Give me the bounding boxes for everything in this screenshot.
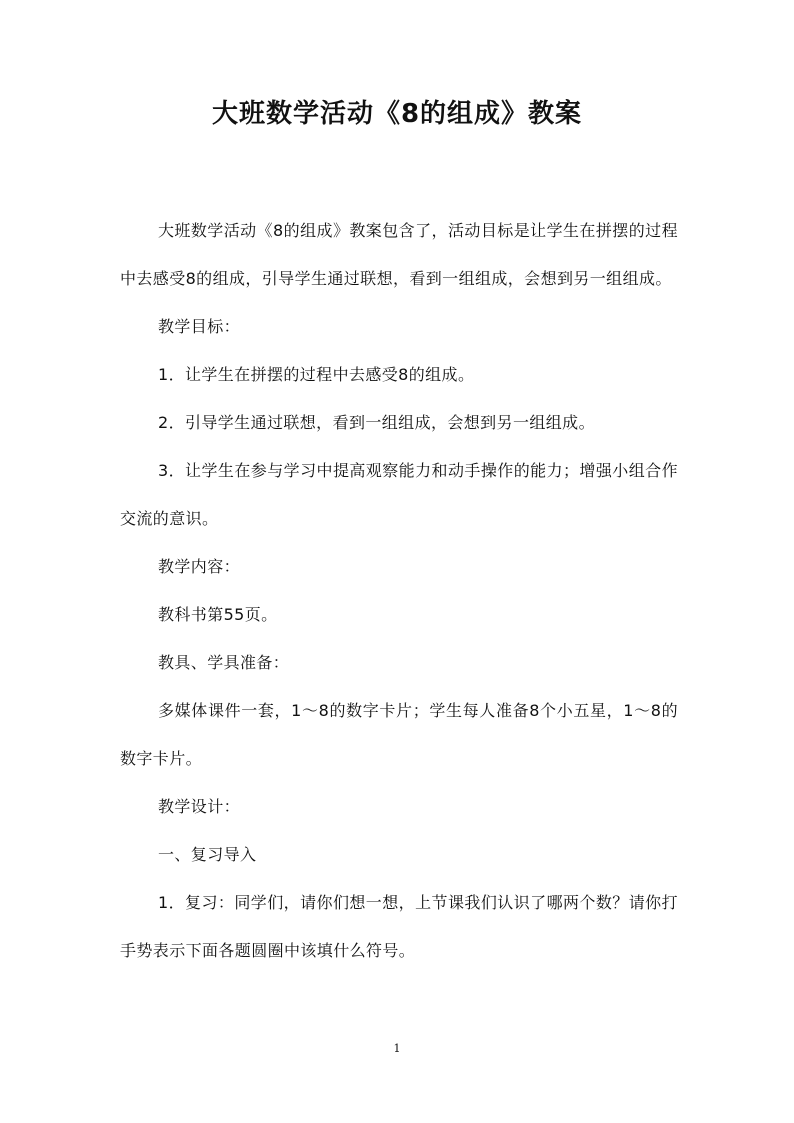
heading-teaching-content: 教学内容： bbox=[158, 557, 241, 576]
goal-item-2: 2．引导学生通过联想，看到一组组成，会想到另一组组成。 bbox=[158, 413, 595, 432]
goal-item-3: 3．让学生在参与学习中提高观察能力和动手操作的能力；增强小组合作交流的意识。 bbox=[120, 461, 678, 528]
heading-materials: 教具、学具准备： bbox=[158, 653, 290, 672]
heading-teaching-design: 教学设计： bbox=[158, 797, 241, 816]
paragraph-intro: 大班数学活动《8的组成》教案包含了，活动目标是让学生在拼摆的过程中去感受8的组成，引导学生通过联想，看到一组组成，会想到另一组组成。 bbox=[120, 221, 678, 288]
heading-teaching-goals: 教学目标： bbox=[158, 317, 241, 336]
page-number: 1 bbox=[393, 1042, 401, 1055]
paragraph-materials: 多媒体课件一套，1～8的数字卡片；学生每人准备8个小五星，1～8的数字卡片。 bbox=[120, 701, 678, 768]
paragraph-review: 1．复习：同学们，请你们想一想，上节课我们认识了哪两个数？请你打手势表示下面各题圆圈中该填什么符号。 bbox=[120, 893, 678, 960]
document-title: 大班数学活动《8的组成》教案 bbox=[211, 99, 583, 129]
goal-item-1: 1．让学生在拼摆的过程中去感受8的组成。 bbox=[158, 365, 475, 384]
document-body bbox=[120, 207, 678, 975]
paragraph-textbook-page: 教科书第55页。 bbox=[158, 605, 278, 624]
heading-review-intro: 一、复习导入 bbox=[158, 845, 257, 864]
